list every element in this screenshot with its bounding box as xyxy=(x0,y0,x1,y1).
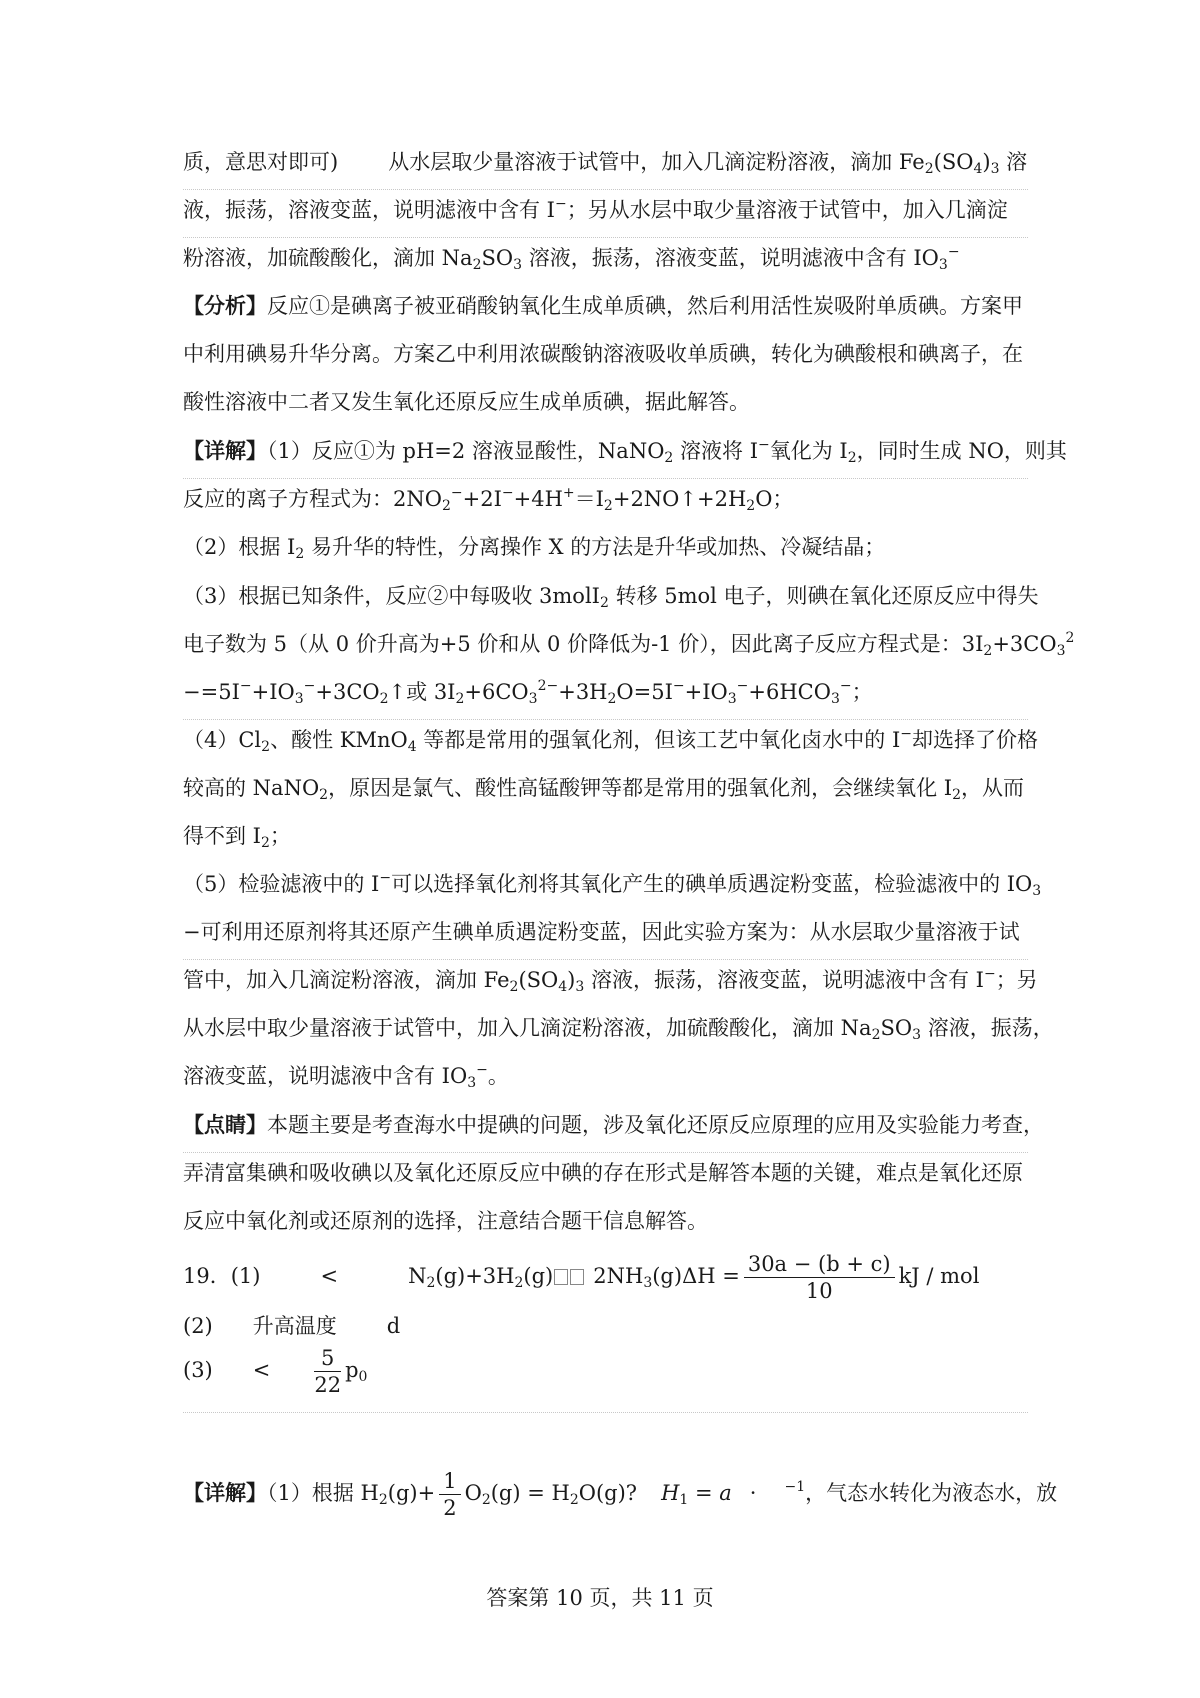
text: ↑或 3I xyxy=(388,680,456,704)
text: d xyxy=(386,1314,401,1338)
rule xyxy=(183,478,1028,479)
key-point-line-3 xyxy=(183,1206,708,1236)
line-1: 质，意思对即可) 从水层取少量溶液于试管中，加入几滴淀粉溶液，滴加 $Fe_2(SO_4)_3$ 溶 xyxy=(183,150,1028,177)
text: 可以选择氧化剂将其氧化产生的碘单质遇淀粉变蓝，检验滤液中的 IO xyxy=(391,872,1033,896)
text: ) xyxy=(567,968,576,992)
text: 管中，加入几滴淀粉溶液，滴加 Fe xyxy=(183,968,510,992)
text: (SO xyxy=(518,968,559,992)
rule xyxy=(183,237,1028,238)
rule xyxy=(183,189,1028,190)
text: +4H xyxy=(513,487,563,511)
text: +6CO xyxy=(464,680,529,704)
text: 溶液将 I xyxy=(673,439,758,463)
fraction xyxy=(439,1468,460,1521)
rule xyxy=(183,1412,1028,1413)
text: O(g)? xyxy=(578,1481,638,1505)
text: +2NO↑+2H xyxy=(612,487,747,511)
subscript: 0 xyxy=(358,1369,368,1385)
text: ，气态水转化为液态水，放 xyxy=(805,1481,1058,1505)
key-point-line-2 xyxy=(183,1158,1023,1188)
text: 得不到 I xyxy=(183,824,261,848)
text: 反应中氧化剂或还原剂的选择，注意结合题干信息解答。 xyxy=(183,1209,708,1233)
text: 溶液变蓝，说明滤液中含有 IO xyxy=(183,1064,468,1088)
text: +3CO xyxy=(315,680,380,704)
fraction-numerator: 1 xyxy=(439,1468,460,1495)
question-number: 19．(1) xyxy=(183,1264,261,1288)
text: 本题主要是考查海水中提碘的问题，涉及氧化还原反应原理的应用及实验能力考查， xyxy=(267,1113,1044,1137)
text: ；另 xyxy=(995,968,1038,992)
text: SO xyxy=(880,1016,913,1040)
text: +IO xyxy=(684,680,728,704)
text: 反应①是碘离子被亚硝酸钠氧化生成单质碘，然后利用活性炭吸附单质碘。方案甲 xyxy=(267,294,1023,318)
text: O xyxy=(464,1481,482,1505)
fraction-denominator: 2 xyxy=(443,1496,457,1520)
rule xyxy=(183,719,1028,720)
point-3-line-1: （3）根据已知条件，反应②中每吸收 3molI$_2$ 转移 5mol 电子，则碘在氧化还原反应中得失 xyxy=(183,584,1039,611)
text: (g)+3H xyxy=(435,1264,515,1288)
detail-line-1: 【详解】（1）反应①为 pH=2 溶液显酸性，NaNO$_2$ 溶液将 I−氧化为 $I_2$，同时生成 NO，则其 xyxy=(183,437,1067,466)
text: +IO xyxy=(251,680,295,704)
text: ；另从水层中取少量溶液于试管中，加入几滴淀 xyxy=(566,198,1008,222)
point-5-line-2: −可利用还原剂将其还原产生碘单质遇淀粉变蓝，因此实验方案为：从水层取少量溶液于试 xyxy=(183,920,1020,944)
text: （1）反应①为 pH=2 溶液显酸性，NaNO xyxy=(267,439,665,463)
text: ，原因是氯气、酸性高锰酸钾等都是常用的强氧化剂，会继续氧化 I xyxy=(328,776,953,800)
text: 较高的 NaNO xyxy=(183,776,320,800)
text: 溶液，振荡，溶液变蓝，说明滤液中含有 IO xyxy=(522,246,939,270)
text: ，从而 xyxy=(960,776,1024,800)
text: +3CO xyxy=(992,632,1057,656)
text: < xyxy=(252,1358,271,1382)
text: 反应的离子方程式为：2NO xyxy=(183,487,442,511)
text: 溶液，振荡， xyxy=(921,1016,1054,1040)
text: (g)+ xyxy=(387,1481,436,1505)
text: 溶 xyxy=(999,150,1028,174)
text: 升高温度 xyxy=(252,1314,337,1338)
equilibrium-arrow-icon xyxy=(570,1269,584,1285)
point-3-line-2: 电子数为 5（从 0 价升高为+5 价和从 0 价降低为-1 价），因此离子反应方程式是：$3I_2+3CO_3^2$ xyxy=(183,630,1075,659)
answer-19-3 xyxy=(183,1342,367,1398)
text: 却选择了价格 xyxy=(912,728,1038,752)
fraction xyxy=(314,1345,341,1398)
point-3-line-3: $-=5I^-+IO_3^-+3CO_2↑$或 $3I_2+6CO_3^{2-}+3H_2O=5I^-+IO_3^-+6HCO_3^-$； xyxy=(183,678,873,707)
detail-label: 【详解】 xyxy=(183,1480,267,1505)
point-2: （2）根据 $I_2$ 易升华的特性，分离操作 X 的方法是升华或加热、冷凝结晶； xyxy=(183,535,886,562)
rule xyxy=(183,959,1028,960)
text: 。 xyxy=(487,1064,509,1088)
question-number: (2) xyxy=(183,1314,213,1338)
detail-line-2: 反应的离子方程式为：$2NO_2^-+2I^-+4H^+=I_2+2NO↑+2H_2O$； xyxy=(183,485,794,514)
fraction-numerator: 5 xyxy=(314,1345,341,1372)
fraction-numerator: 30a − (b + c) xyxy=(744,1251,895,1278)
text: 粉溶液，加硫酸酸化，滴加 Na xyxy=(183,246,473,270)
answer-19-2 xyxy=(183,1311,400,1341)
text: 易升华的特性，分离操作 X 的方法是升华或加热、冷凝结晶； xyxy=(304,535,886,559)
text: +6HCO xyxy=(748,680,831,704)
equilibrium-arrow-icon xyxy=(554,1269,568,1285)
point-5-line-1: （5）检验滤液中的 I−可以选择氧化剂将其氧化产生的碘单质遇淀粉变蓝，检验滤液中的 $IO_3$ xyxy=(183,870,1042,899)
text: （1）根据 H xyxy=(267,1481,379,1505)
text: N xyxy=(408,1264,427,1288)
text: （3）根据已知条件，反应②中每吸收 3molI xyxy=(183,584,600,608)
detail-19-line-1: 【详解】（1）根据 $H_2(g)+$ $\frac{1}{2}$ $O_2(g) = H_2O(g)$? $H_1 = a \cdot ^{-1}$，气态水转化为液态水，放 xyxy=(183,1469,1058,1520)
text: 从水层取少量溶液于试管中，加入几滴淀粉溶液，滴加 Fe xyxy=(388,150,925,174)
text: (g) = H xyxy=(490,1481,570,1505)
text: （2）根据 I xyxy=(183,535,296,559)
text: · xyxy=(749,1481,757,1505)
point-4-line-1: $(4)Cl_2$、酸性 KMnO$_4$ 等都是常用的强氧化剂，但该工艺中氧化卤水中的 I−却选择了价格 xyxy=(183,726,1038,755)
point-4-line-3: 得不到 $I_2$； xyxy=(183,824,291,851)
line-2: 液，振荡，溶液变蓝，说明滤液中含有 I−；另从水层中取少量溶液于试管中，加入几滴淀 xyxy=(183,196,1008,222)
point-4-line-2: 较高的 NaNO$_2$，原因是氯气、酸性高锰酸钾等都是常用的强氧化剂，会继续氧化 $I_2$，从而 xyxy=(183,776,1024,803)
text: 弄清富集碘和吸收碘以及氧化还原反应中碘的存在形式是解答本题的关键，难点是氧化还原 xyxy=(183,1161,1023,1185)
text: （5）检验滤液中的 I xyxy=(183,872,380,896)
text: （4）Cl xyxy=(183,728,262,752)
text: O； xyxy=(755,487,794,511)
analysis-label: 【分析】 xyxy=(183,293,267,318)
line-3: 粉溶液，加硫酸酸化，滴加 $Na_2SO_3$ 溶液，振荡，溶液变蓝，说明滤液中含有 $IO_3^-$ xyxy=(183,244,960,273)
page-footer: 答案第 10 页，共 11 页 xyxy=(486,1586,714,1610)
question-number: (3) xyxy=(183,1358,213,1382)
text: p xyxy=(345,1358,359,1382)
text: (g) xyxy=(523,1264,554,1288)
analysis-line-3 xyxy=(183,387,750,417)
text: kJ / mol xyxy=(898,1264,980,1288)
point-5-line-5: 溶液变蓝，说明滤液中含有 $IO_3^-$。 xyxy=(183,1062,509,1091)
key-point-line-1 xyxy=(183,1110,1044,1140)
text: < xyxy=(320,1264,339,1288)
analysis-line-1 xyxy=(183,291,1023,321)
text: = a xyxy=(688,1481,732,1505)
text: ＝I xyxy=(574,487,604,511)
superscript: −1 xyxy=(784,1479,806,1495)
text: 、酸性 KMnO xyxy=(270,728,408,752)
text: +2I xyxy=(462,487,502,511)
fraction xyxy=(744,1251,895,1304)
text: SO xyxy=(481,246,514,270)
point-5-line-4: 从水层中取少量溶液于试管中，加入几滴淀粉溶液，加硫酸酸化，滴加 $Na_2SO_3$ 溶液，振荡， xyxy=(183,1016,1054,1043)
text: (g)ΔH = xyxy=(652,1264,740,1288)
analysis-line-2 xyxy=(183,339,1023,369)
answer-19-1: 19．$(1) < N_2(g)+3H_2(g) 2NH_3(g)\Delta H$ = $\frac{30a - (b + c)}{10}$ kJ / mol xyxy=(183,1252,980,1303)
text: ) xyxy=(982,150,991,174)
text: =5I xyxy=(200,680,240,704)
text: 可利用还原剂将其还原产生碘单质遇淀粉变蓝，因此实验方案为：从水层取少量溶液于试 xyxy=(200,920,1020,944)
fraction-denominator: 10 xyxy=(805,1279,833,1303)
text: ； xyxy=(269,824,291,848)
text: ，同时生成 NO，则其 xyxy=(856,439,1067,463)
detail-label: 【详解】 xyxy=(183,438,267,463)
rule xyxy=(183,1152,1028,1153)
text: O=5I xyxy=(616,680,673,704)
text: 转移 5mol 电子，则碘在氧化还原反应中得失 xyxy=(608,584,1039,608)
fraction-denominator: 22 xyxy=(314,1373,342,1397)
text: +3H xyxy=(558,680,608,704)
text: 2NH xyxy=(593,1264,644,1288)
text: 氧化为 I xyxy=(769,439,848,463)
text: 从水层中取少量溶液于试管中，加入几滴淀粉溶液，加硫酸酸化，滴加 Na xyxy=(183,1016,872,1040)
point-5-line-3: 管中，加入几滴淀粉溶液，滴加 $Fe_2(SO_4)_3$ 溶液，振荡，溶液变蓝，说明滤液中含有 I−；另 xyxy=(183,966,1038,995)
text: ； xyxy=(851,680,873,704)
text: 等都是常用的强氧化剂，但该工艺中氧化卤水中的 I xyxy=(416,728,901,752)
text: 液，振荡，溶液变蓝，说明滤液中含有 I xyxy=(183,198,555,222)
text: 酸性溶液中二者又发生氧化还原反应生成单质碘，据此解答。 xyxy=(183,390,750,414)
text: 电子数为 5（从 0 价升高为+5 价和从 0 价降低为-1 价），因此离子反应方程式是：3I xyxy=(183,632,984,656)
text: 中利用碘易升华分离。方案乙中利用浓碳酸钠溶液吸收单质碘，转化为碘酸根和碘离子，在 xyxy=(183,342,1023,366)
text: 质，意思对即可) xyxy=(183,150,339,174)
key-point-label: 【点睛】 xyxy=(183,1112,267,1137)
text: 溶液，振荡，溶液变蓝，说明滤液中含有 I xyxy=(584,968,984,992)
text: H xyxy=(661,1481,680,1505)
text: (SO xyxy=(933,150,974,174)
